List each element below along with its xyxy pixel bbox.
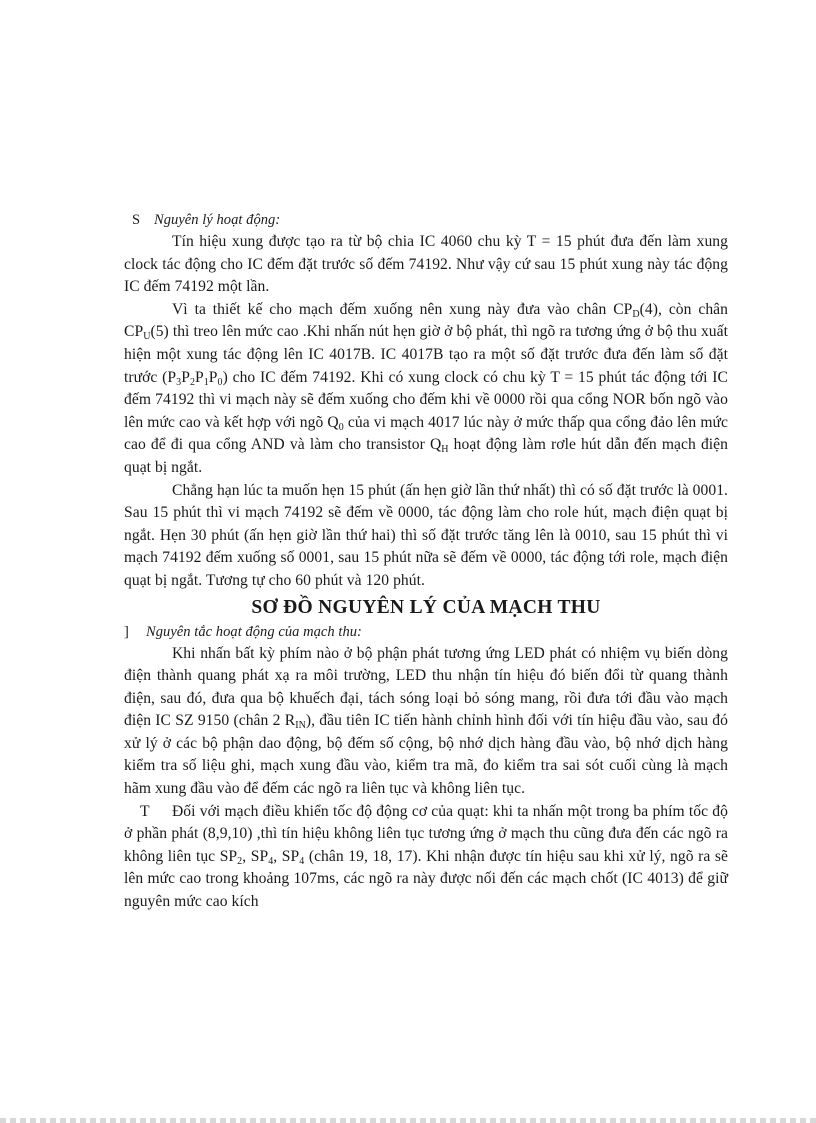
- heading-bullet: ]: [124, 623, 129, 640]
- paragraph-bullet: T: [140, 802, 150, 820]
- text-run: ), đầu tiên IC tiến hành chỉnh hình đối với tín hiệu đầu vào, sau đó xử lý ở các bộ phận dao động, bộ đếm số cộng, bộ nhớ dịch hàng đầu vào, bộ nhớ dịch hàng kiểm tra số liệu ghi, mạch xung đầu vào, kiểm tra mã, đo kiểm tra sai sót cuối cùng là mạch hãm xung đầu vào để đếm các ngõ ra liên tục và không liên tục.: [124, 712, 728, 798]
- subscript: 0: [338, 421, 344, 433]
- page-bottom-edge: [0, 1118, 816, 1123]
- text-run: của vi mạch 4017 lúc này ở mức thấp qua cổng đảo lên mức cao để đi qua cổng AND và làm cho transistor Q: [124, 413, 728, 454]
- section-heading-operation: [132, 209, 728, 231]
- paragraph-text: Chẳng hạn lúc ta muốn hẹn 15 phút (ấn hẹn giờ lần thứ nhất) thì có số đặt trước là 0001. Sau 15 phút thì vi mạch 74192 sẽ đếm về 0000, tác động làm cho role hút, mạch điện quạt bị ngắt. Hẹn 30 phút (ấn hẹn giờ lần thứ hai) thì số đặt trước tăng lên là 0010, sau 15 phút thì vi mạch 74192 đếm xuống số 0001, sau 15 phút nữa sẽ đếm về 0000, tác động tới role, mạch điện quạt bị ngắt. Tương tự cho 60 phút và 120 phút.: [124, 481, 728, 589]
- paragraph: [124, 299, 728, 480]
- text-run: , SP: [242, 847, 269, 865]
- subscript: U: [143, 331, 151, 343]
- text-run: Khi nhấn bất kỳ phím nào ở bộ phận phát tương ứng LED phát có nhiệm vụ biến dòng điện thành quang phát xạ ra môi trường, LED thu nhận tín hiệu đó biến đổi từ quang thành điện, sau đó, đưa qua bộ khuếch đại, tách sóng loại bỏ sóng mang, rồi đưa tới đầu vào mạch điện IC SZ 9150 (chân 2 R: [124, 644, 728, 730]
- text-run: (4), còn chân CP: [124, 300, 728, 341]
- paragraph: [124, 801, 728, 914]
- heading-text: Nguyên tắc hoạt động của mạch thu:: [146, 623, 362, 640]
- heading-bullet: S: [132, 212, 141, 228]
- text-run: Vì ta thiết kế cho mạch đếm xuống nên xung này đưa vào chân CP: [172, 300, 633, 318]
- subscript: D: [632, 308, 640, 320]
- subscript: IN: [295, 720, 306, 732]
- text-run: , SP: [273, 847, 300, 865]
- page-content: [124, 209, 728, 914]
- subscript: 2: [189, 376, 195, 388]
- text-run: P: [208, 368, 218, 386]
- subscript: 0: [217, 376, 223, 388]
- text-run: P: [181, 368, 190, 386]
- paragraph: [124, 231, 728, 299]
- paragraph-text: Tín hiệu xung được tạo ra từ bộ chia IC 4060 chu kỳ T = 15 phút đưa đến làm xung clock tác động cho IC đếm đặt trước số đếm 74192. Như vậy cứ sau 15 phút xung này tác động IC đếm 74192 một lần.: [124, 233, 728, 296]
- text-run: (chân 19, 18, 17). Khi nhận được tín hiệu sau khi xử lý, ngõ ra sẽ lên mức cao trong khoảng 107ms, các ngõ ra này được nối đến các mạch chốt (IC 4013) để giữ nguyên mức cao kích: [124, 847, 729, 911]
- text-run: (5) thì treo lên mức cao .Khi nhấn nút hẹn giờ ở bộ phát, thì ngõ ra tương ứng ở bộ thu xuất hiện một xung tác động lên IC 4017B. IC 4017B tạo ra một số đặt trước đưa đến làm số đặt trước (P: [124, 323, 728, 386]
- heading-text: Nguyên lý hoạt động:: [154, 212, 281, 228]
- subscript: 4: [299, 855, 305, 867]
- section-heading-receiver: [124, 621, 728, 643]
- paragraph: [124, 480, 728, 593]
- text-run: hoạt động làm rơle hút dẫn đến mạch điện quạt bị ngắt.: [124, 436, 729, 476]
- text-run: ) cho IC đếm 74192. Khi có xung clock có chu kỳ T = 15 phút tác động tới IC đếm 74192 thì vi mạch này sẽ đếm xuống cho đếm khi về 0000 rồi qua cổng NOR bốn ngõ vào lên mức cao và kết hợp với ngõ Q: [124, 368, 728, 431]
- subscript: 4: [268, 855, 274, 867]
- subscript: 1: [203, 376, 209, 388]
- subscript: 2: [237, 855, 243, 867]
- section-title: SƠ ĐỒ NGUYÊN LÝ CỦA MẠCH THU: [251, 596, 601, 618]
- text-run: P: [195, 368, 204, 386]
- paragraph: [124, 643, 728, 801]
- subscript: 3: [176, 376, 182, 388]
- subscript: H: [441, 444, 449, 456]
- text-run: Đối với mạch điều khiển tốc độ động cơ của quạt: khi ta nhấn một trong ba phím tốc độ ở phần phát (8,9,10) ,thì tín hiệu không liên tục tương ứng ở mạch thu cũng đưa đến các ngõ ra không liên tục SP: [124, 802, 728, 865]
